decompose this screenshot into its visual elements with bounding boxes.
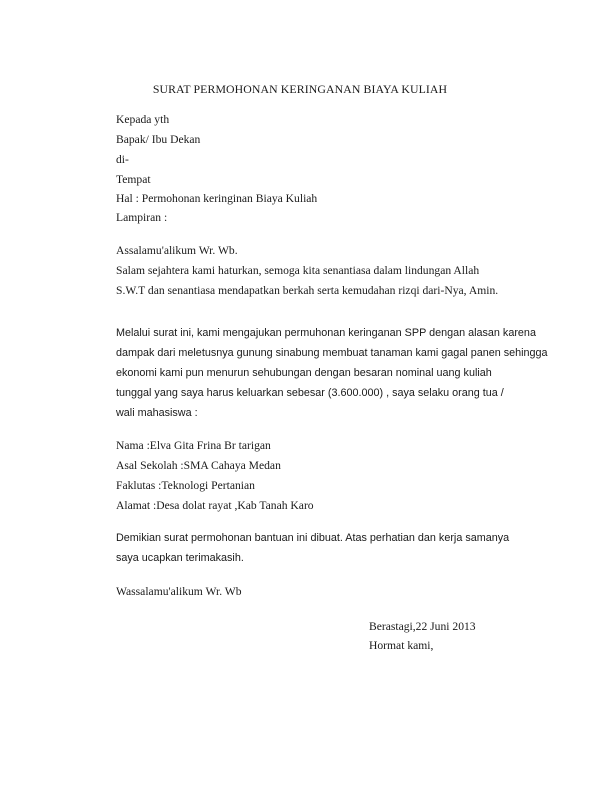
- letter-title: SURAT PERMOHONAN KERINGANAN BIAYA KULIAH: [152, 82, 448, 96]
- signature-place-date: Berastagi,22 Juni 2013: [369, 620, 476, 633]
- closing-wassalam: Wassalamu'alikum Wr. Wb: [116, 585, 242, 598]
- student-address: Alamat :Desa dolat rayat ,Kab Tanah Karo: [116, 499, 314, 512]
- subject-line: Hal : Permohonan keringinan Biaya Kuliah: [116, 192, 318, 205]
- student-name: Nama :Elva Gita Frina Br tarigan: [116, 439, 271, 452]
- closing-line-2: saya ucapkan terimakasih.: [116, 552, 244, 564]
- student-faculty: Faklutas :Teknologi Pertanian: [116, 479, 255, 492]
- closing-line-1: Demikian surat permohonan bantuan ini dibuat. Atas perhatian dan kerja samanya: [116, 532, 510, 544]
- address-place-line: Tempat: [116, 173, 151, 186]
- greeting-salam: Assalamu'alikum Wr. Wb.: [116, 244, 238, 257]
- address-dean-line: Bapak/ Ibu Dekan: [116, 133, 201, 146]
- body-paragraph-line-3: ekonomi kami pun menurun sehubungan dengan besaran nominal uang kuliah: [116, 367, 492, 379]
- body-paragraph-line-2: dampak dari meletusnya gunung sinabung membuat tanaman kami gagal panen sehingga: [116, 347, 548, 359]
- attachment-line: Lampiran :: [116, 211, 168, 224]
- address-recipient-line: Kepada yth: [116, 113, 170, 126]
- body-paragraph-line-5: wali mahasiswa :: [116, 407, 198, 419]
- greeting-line-1: Salam sejahtera kami haturkan, semoga kita senantiasa dalam lindungan Allah: [116, 264, 480, 277]
- body-paragraph-line-4: tunggal yang saya harus keluarkan sebesar (3.600.000) , saya selaku orang tua /: [116, 387, 504, 399]
- body-paragraph-line-1: Melalui surat ini, kami mengajukan permuhonan keringanan SPP dengan alasan karena: [116, 327, 536, 339]
- address-di-line: di-: [116, 153, 129, 166]
- greeting-line-2: S.W.T dan senantiasa mendapatkan berkah serta kemudahan rizqi dari-Nya, Amin.: [116, 284, 499, 297]
- student-school: Asal Sekolah :SMA Cahaya Medan: [116, 459, 281, 472]
- signature-hormat: Hormat kami,: [369, 639, 434, 652]
